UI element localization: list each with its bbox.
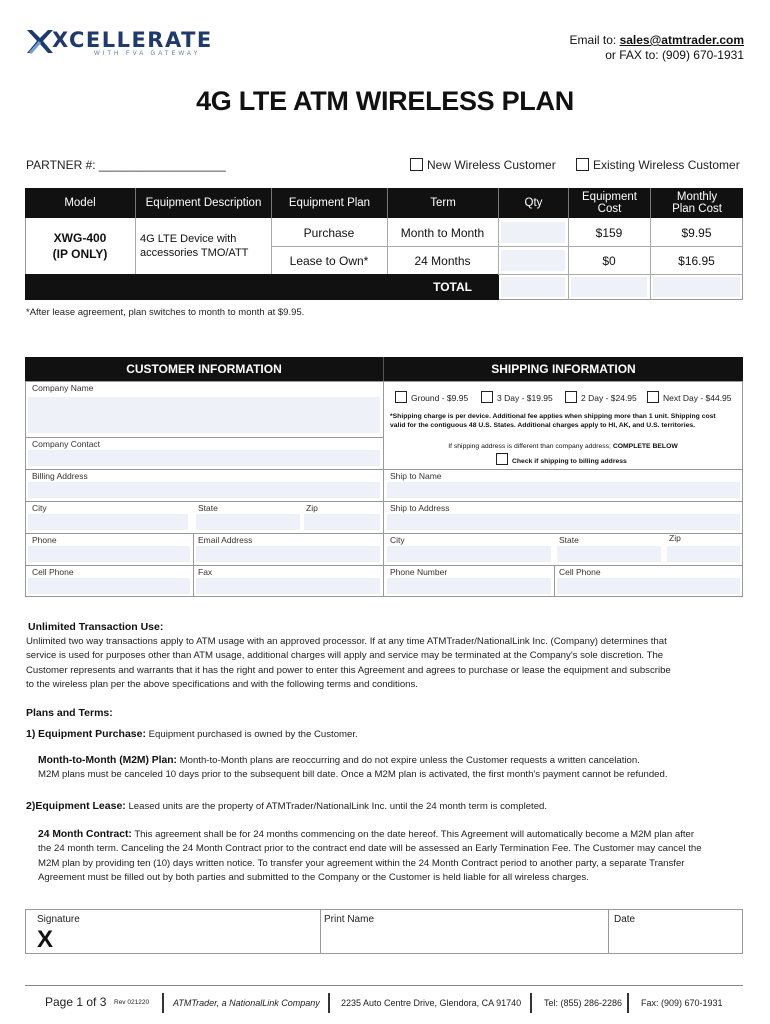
model-cell (25, 218, 135, 274)
header-cost-line2: Cost (597, 203, 622, 215)
m2m-text-1: Month-to-Month plans are reoccurring and do not expire unless the Customer requests a written cancelation. (176, 755, 640, 766)
row2-term: 24 Months (414, 253, 471, 268)
ship-cell-phone-input[interactable] (557, 578, 740, 594)
unlimited-line-4: to the wireless plan per the above specifications and with the following terms and conditions. (26, 678, 418, 690)
lease-note: *After lease agreement, plan switches to month to month at $9.95. (26, 307, 305, 318)
nextday-label: Next Day - $44.95 (663, 393, 732, 403)
shipping-option-2day[interactable] (565, 391, 637, 403)
3day-checkbox[interactable] (481, 391, 493, 403)
header-equipment-cost (568, 188, 650, 218)
header-monthly-line2: Plan Cost (672, 203, 722, 215)
shipping-info-heading: SHIPPING INFORMATION (383, 357, 743, 381)
same-as-billing-checkbox[interactable] (496, 453, 508, 465)
footer-divider (25, 985, 743, 986)
new-customer-checkbox[interactable] (410, 158, 423, 171)
different-note-prefix: If shipping address is different than company address; (448, 443, 613, 450)
model-note: (IP ONLY) (52, 247, 108, 261)
contract-line-3: M2M plan by providing ten (10) days written notice. To transfer your agreement within the 24 Month Contract period to another party, a separate Transfer (38, 857, 685, 869)
contract-line-2: the 24 month term. Canceling the 24 Month Contract prior to the contract end date will be assessed an Early Termination Fee. The Customer may cancel the (38, 843, 702, 855)
item2-text: Leased units are the property of ATMTrader/NationalLink Inc. until the 24 month term is completed. (125, 801, 548, 812)
description-cell (140, 218, 268, 274)
ship-city-input[interactable] (387, 546, 551, 562)
zip-input[interactable] (304, 514, 380, 530)
header-cost-line1: Equipment (582, 191, 637, 203)
state-label: State (198, 503, 218, 513)
ship-city-label: City (390, 535, 405, 545)
email-address-label: Email Address (198, 535, 253, 545)
existing-customer-label: Existing Wireless Customer (593, 158, 740, 172)
description-line1: 4G LTE Device with (140, 233, 237, 245)
company-logo (24, 26, 234, 60)
header-description: Equipment Description (135, 188, 271, 218)
city-label: City (32, 503, 47, 513)
email-address-input[interactable] (196, 546, 380, 562)
partner-number-field[interactable]: PARTNER #: ___________________ (26, 158, 226, 172)
unlimited-line-3: Customer represents and warrants that it has the right and power to enter this Agreement and agrees to purchase or lease the equipment and subscribe (26, 664, 671, 676)
contract-paragraph (38, 828, 743, 885)
footer-address: 2235 Auto Centre Drive, Glendora, CA 91740 (341, 998, 522, 1008)
footer-tel: Tel: (855) 286-2286 (544, 998, 623, 1008)
row2-plan: Lease to Own* (289, 253, 369, 268)
total-label: TOTAL (25, 274, 499, 300)
item1-text: Equipment purchased is owned by the Customer. (145, 729, 358, 740)
nextday-checkbox[interactable] (647, 391, 659, 403)
row2-cost: $0 (602, 253, 616, 268)
m2m-heading: Month-to-Month (M2M) Plan: (38, 755, 177, 766)
new-customer-option[interactable] (410, 158, 556, 172)
phone-input[interactable] (28, 546, 190, 562)
existing-customer-checkbox[interactable] (576, 158, 589, 171)
fax-label: Fax (198, 567, 213, 577)
unlimited-line-2: service is used for purposes other than ATM usage, additional charges will apply and service may be terminated at the Company's sole discretion. The (26, 650, 664, 662)
plans-heading: Plans and Terms: (26, 707, 113, 719)
same-as-billing-option[interactable] (496, 453, 627, 466)
m2m-paragraph (38, 754, 743, 783)
ship-to-address-input[interactable] (387, 514, 740, 530)
shipping-note-line1: *Shipping charge is per device. Additional fee applies when shipping more than 1 unit. Shipping cost (390, 413, 716, 420)
contract-heading: 24 Month Contract: (38, 829, 132, 840)
footer-fax: Fax: (909) 670-1931 (641, 998, 723, 1008)
header-monthly-cost (650, 188, 743, 218)
company-contact-label: Company Contact (32, 439, 101, 449)
city-input[interactable] (28, 514, 188, 530)
shipping-note-line2: valid for the contiguous 48 U.S. States. Additional charges apply to HI, AK, and U.S. territories. (390, 422, 696, 429)
ground-checkbox[interactable] (395, 391, 407, 403)
description-line2: accessories TMO/ATT (140, 247, 249, 259)
ship-to-name-label: Ship to Name (390, 471, 442, 481)
different-address-note (383, 442, 743, 451)
new-customer-label: New Wireless Customer (427, 158, 556, 172)
header-plan: Equipment Plan (271, 188, 387, 218)
shipping-option-3day[interactable] (481, 391, 553, 403)
company-name-label: Company Name (32, 383, 94, 393)
signature-label: Signature (37, 914, 80, 925)
state-input[interactable] (196, 514, 300, 530)
unlimited-line-1: Unlimited two way transactions apply to ATM usage with an approved processor. If at any time ATMTrader/NationalLink Inc. (Company) determines that (26, 636, 667, 647)
contract-line-4: Agreement must be filled out by both parties and submitted to the Company or the Customer is held liable for all wireless charges. (38, 871, 589, 883)
print-name-label: Print Name (324, 914, 375, 925)
ground-label: Ground - $9.95 (411, 393, 469, 403)
total-monthly-input[interactable] (653, 277, 740, 297)
unlimited-paragraph (26, 635, 746, 692)
date-input[interactable] (614, 930, 738, 950)
cell-phone-input[interactable] (28, 578, 190, 594)
ship-state-label: State (559, 535, 579, 545)
shipping-option-nextday[interactable] (647, 391, 732, 403)
logo-subtitle: WITH FVA GATEWAY (94, 51, 201, 57)
ship-zip-label: Zip (669, 533, 681, 543)
row1-monthly: $9.95 (681, 225, 712, 240)
phone-number-label: Phone Number (390, 567, 448, 577)
billing-address-label: Billing Address (32, 471, 88, 481)
row1-term: Month to Month (400, 225, 485, 240)
row2-qty-input[interactable] (501, 250, 565, 271)
item1-paragraph (26, 727, 746, 742)
signature-block (25, 909, 743, 954)
m2m-text-2: M2M plans must be canceled 10 days prior to the subsequent bill date. Once a M2M plan is activated, the first month's payment cannot be refunded. (38, 769, 668, 781)
2day-checkbox[interactable] (565, 391, 577, 403)
different-note-bold: COMPLETE BELOW (612, 443, 678, 450)
total-qty-input[interactable] (501, 277, 565, 297)
customer-info-heading: CUSTOMER INFORMATION (25, 357, 383, 381)
ship-to-name-input[interactable] (387, 482, 740, 498)
contact-info (570, 33, 744, 63)
shipping-charge-note (390, 412, 740, 430)
row1-plan: Purchase (303, 225, 355, 240)
header-model: Model (64, 197, 96, 209)
ship-state-input[interactable] (557, 546, 661, 562)
email-prefix: Email to: (569, 33, 620, 47)
item2-number: 2) (26, 800, 36, 812)
header-qty: Qty (498, 188, 568, 218)
email-link[interactable]: sales@atmtrader.com (619, 33, 744, 47)
item1-number: 1) (26, 728, 36, 740)
cell-phone-label: Cell Phone (32, 567, 74, 577)
revision: Rev 021220 (114, 999, 150, 1006)
row1-cost: $159 (595, 225, 623, 240)
company-contact-input[interactable] (28, 450, 380, 466)
same-as-billing-label: Check if shipping to billing address (512, 458, 627, 465)
total-cost-input[interactable] (571, 277, 647, 297)
contract-text-1: This agreement shall be for 24 months commencing on the date hereof. This Agreement will automatically become a M2M plan after (131, 829, 695, 840)
row2-monthly: $16.95 (678, 253, 715, 268)
3day-label: 3 Day - $19.95 (497, 393, 553, 403)
header-term: Term (387, 188, 498, 218)
fax-line: or FAX to: (909) 670-1931 (605, 48, 744, 62)
phone-label: Phone (32, 535, 57, 545)
ship-to-address-label: Ship to Address (390, 503, 450, 513)
item1-heading: Equipment Purchase: (38, 728, 146, 740)
unlimited-heading: Unlimited Transaction Use: (28, 621, 164, 633)
model-name: XWG-400 (53, 231, 107, 245)
logo-text: XCELLERATE (52, 28, 213, 52)
signature-x-mark: X (37, 926, 54, 953)
zip-label: Zip (306, 503, 318, 513)
page-title: 4G LTE ATM WIRELESS PLAN (196, 86, 574, 116)
shipping-option-ground[interactable] (395, 391, 468, 403)
signature-input[interactable] (66, 932, 314, 950)
print-name-input[interactable] (324, 930, 604, 950)
fax-input[interactable] (196, 578, 380, 594)
page-number: Page 1 of 3 (45, 995, 107, 1009)
item2-paragraph (26, 799, 746, 814)
existing-customer-option[interactable] (576, 158, 740, 172)
row1-qty-input[interactable] (501, 222, 565, 243)
2day-label: 2 Day - $24.95 (581, 393, 637, 403)
footer-company: ATMTrader, a NationalLink Company (173, 998, 320, 1008)
phone-number-input[interactable] (387, 578, 551, 594)
date-label: Date (614, 914, 636, 925)
ship-cell-phone-label: Cell Phone (559, 567, 601, 577)
billing-address-input[interactable] (28, 482, 380, 498)
header-monthly-line1: Monthly (676, 191, 718, 203)
logo-x-icon (24, 26, 54, 56)
ship-zip-input[interactable] (667, 546, 740, 562)
company-name-input[interactable] (28, 397, 380, 433)
item2-heading: Equipment Lease: (35, 800, 126, 812)
